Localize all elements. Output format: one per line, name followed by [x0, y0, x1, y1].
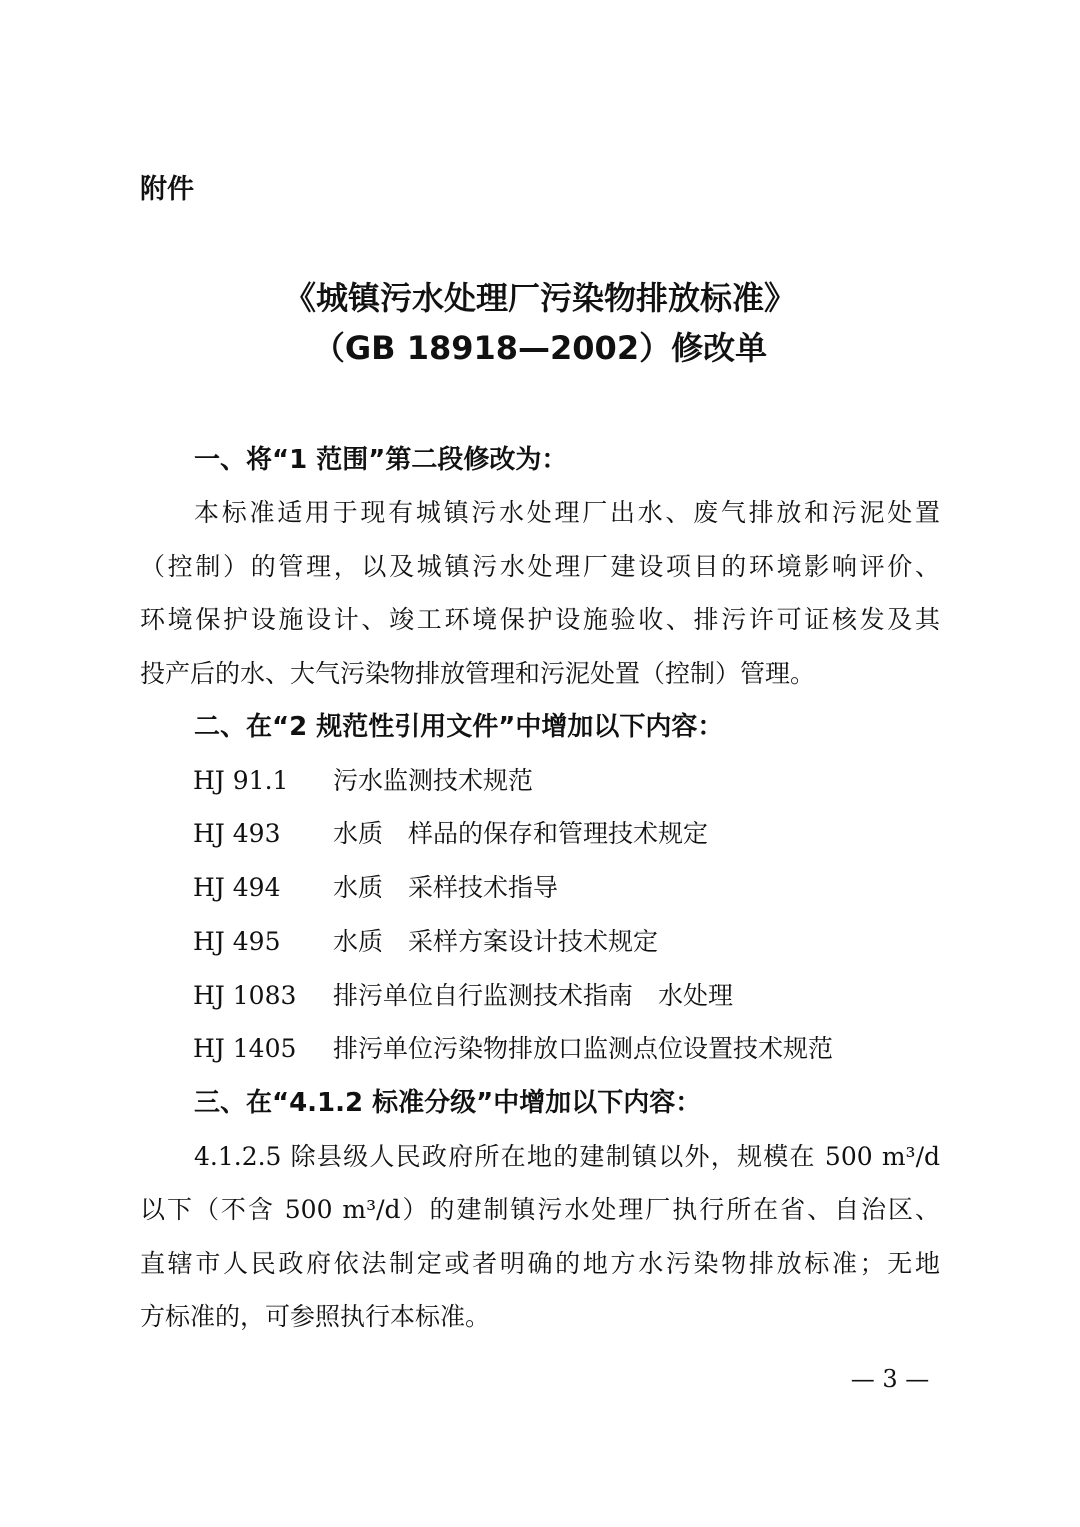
page-number: — 3 — [850, 1365, 930, 1393]
reference-code: HJ 493 [193, 819, 281, 848]
reference-code: HJ 1405 [193, 1034, 297, 1063]
section-1-heading: 一、将“1 范围”第二段修改为： [194, 445, 568, 475]
section-2-heading: 二、在“2 规范性引用文件”中增加以下内容： [194, 712, 724, 742]
reference-title: 排污单位自行监测技术指南 水处理 [333, 981, 734, 1010]
section-3-line: 4.1.2.5 除县级人民政府所在地的建制镇以外，规模在 500 m³/d [194, 1142, 940, 1171]
attachment-label: 附件 [140, 174, 194, 205]
section-3-heading: 三、在“4.1.2 标准分级”中增加以下内容： [194, 1088, 702, 1118]
section-1-line: 环境保护设施设计、竣工环境保护设施验收、排污许可证核发及其 [140, 605, 940, 634]
section-1-line: （控制）的管理，以及城镇污水处理厂建设项目的环境影响评价、 [140, 552, 940, 581]
reference-title: 污水监测技术规范 [333, 766, 534, 795]
reference-code: HJ 1083 [193, 981, 297, 1010]
reference-title: 水质 采样方案设计技术规定 [333, 927, 659, 956]
document-title: 《城镇污水处理厂污染物排放标准》 [283, 279, 796, 317]
section-1-line: 投产后的水、大气污染物排放管理和污泥处置（控制）管理。 [140, 659, 816, 688]
section-1-line: 本标准适用于现有城镇污水处理厂出水、废气排放和污泥处置 [194, 498, 940, 527]
section-3-line: 直辖市人民政府依法制定或者明确的地方水污染物排放标准；无地 [140, 1249, 940, 1278]
reference-title: 排污单位污染物排放口监测点位设置技术规范 [333, 1034, 834, 1063]
reference-code: HJ 91.1 [193, 766, 289, 795]
reference-title: 水质 样品的保存和管理技术规定 [333, 819, 709, 848]
document-subtitle: （GB 18918—2002）修改单 [312, 329, 768, 367]
reference-code: HJ 495 [193, 927, 281, 956]
reference-code: HJ 494 [193, 873, 281, 902]
section-3-line: 方标准的，可参照执行本标准。 [140, 1302, 491, 1331]
reference-title: 水质 采样技术指导 [333, 873, 559, 902]
section-3-line: 以下（不含 500 m³/d）的建制镇污水处理厂执行所在省、自治区、 [140, 1195, 940, 1224]
